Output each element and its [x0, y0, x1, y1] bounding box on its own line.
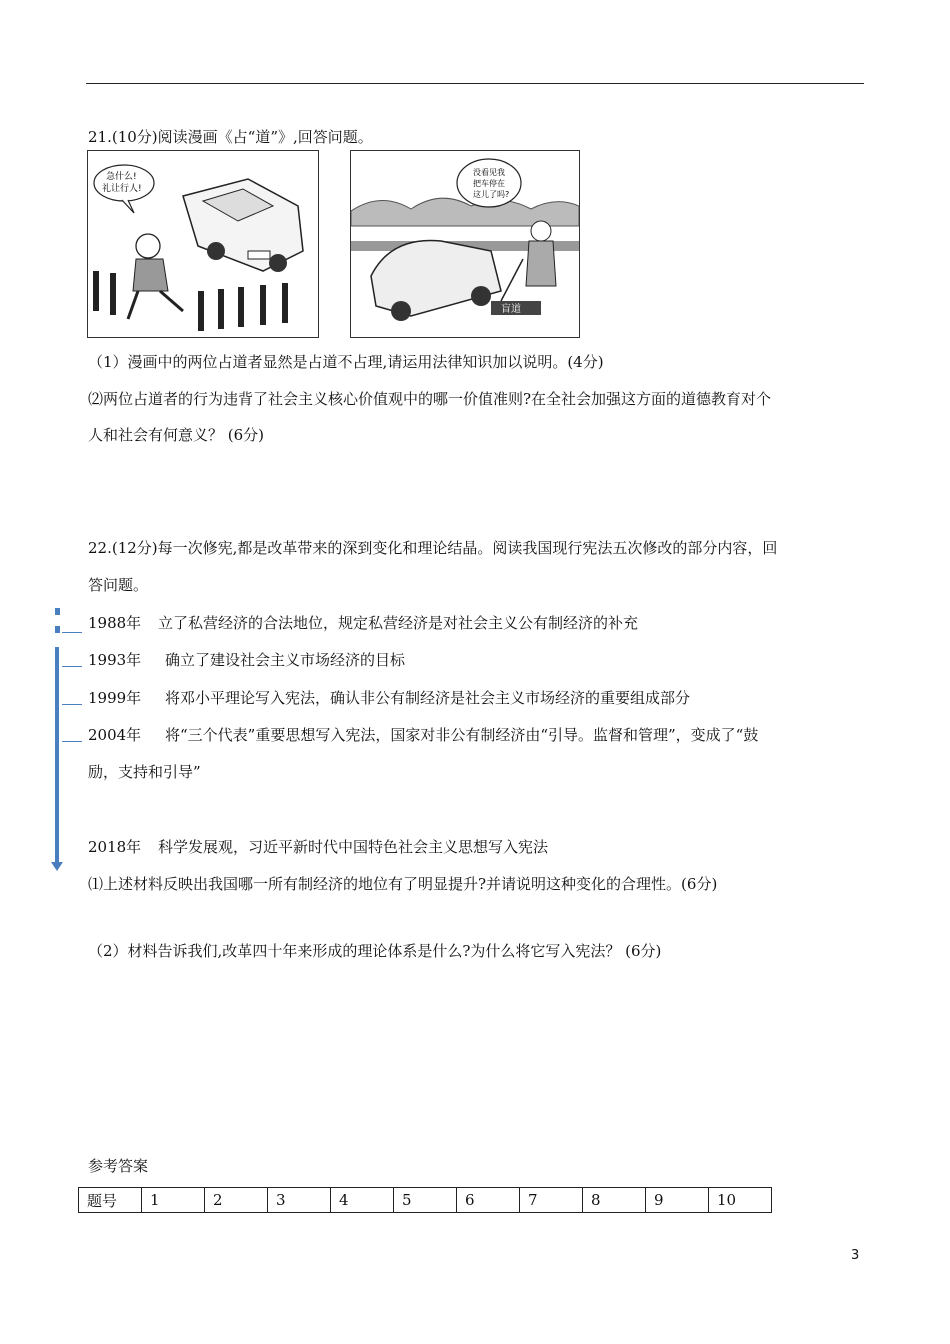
timeline-tick	[62, 704, 82, 705]
q22-sub1: ⑴上述材料反映出我国哪一所有制经济的地位有了明显提升?并请说明这种变化的合理性。(6分)	[88, 875, 718, 893]
q21-sub1: （1）漫画中的两位占道者显然是占道不占理,请运用法律知识加以说明。(4分)	[88, 353, 604, 371]
page-number: 3	[851, 1248, 860, 1263]
timeline-marker	[55, 626, 60, 633]
table-cell: 2	[205, 1188, 268, 1213]
table-cell: 8	[583, 1188, 646, 1213]
cartoon-right	[350, 150, 580, 338]
table-cell: 10	[709, 1188, 772, 1213]
timeline-year: 2004年	[88, 726, 142, 744]
table-cell: 5	[394, 1188, 457, 1213]
blind-road-sign: 盲道	[501, 304, 521, 315]
timeline-tick	[62, 741, 82, 742]
timeline-text-cont: 励，支持和引导”	[88, 763, 201, 781]
q21-sub2-line2: 人和社会有何意义？ (6分)	[88, 426, 265, 444]
bubble-right-line2: 把车停在	[473, 179, 505, 188]
bubble-left-line2: 礼让行人!	[102, 184, 142, 194]
answers-heading: 参考答案	[88, 1157, 149, 1175]
cartoon-left-drawing	[88, 151, 318, 337]
timeline-text: 立了私营经济的合法地位，规定私营经济是对社会主义公有制经济的补充	[158, 614, 639, 632]
timeline-year: 1988年	[88, 614, 142, 632]
timeline-tick	[62, 666, 82, 667]
timeline-text: 科学发展观，习近平新时代中国特色社会主义思想写入宪法	[158, 838, 549, 856]
table-cell: 3	[268, 1188, 331, 1213]
table-cell: 4	[331, 1188, 394, 1213]
timeline-marker	[55, 608, 60, 615]
timeline-year: 1993年	[88, 651, 142, 669]
bubble-right-line3: 这儿了吗?	[473, 190, 510, 199]
timeline-text: 确立了建设社会主义市场经济的目标	[165, 651, 406, 669]
q22-sub2: （2）材料告诉我们,改革四十年来形成的理论体系是什么?为什么将它写入宪法？ (6分)	[88, 942, 662, 960]
bubble-right-line1: 没看见我	[473, 168, 505, 177]
timeline-arrow-icon	[51, 862, 63, 871]
header-rule	[86, 83, 864, 84]
table-header-cell: 题号	[79, 1188, 142, 1213]
q22-title-line2: 答问题。	[88, 576, 149, 594]
timeline-tick	[62, 632, 82, 633]
table-cell: 1	[142, 1188, 205, 1213]
cartoon-left	[87, 150, 319, 338]
timeline-text: 将邓小平理论写入宪法，确认非公有制经济是社会主义市场经济的重要组成部分	[165, 689, 691, 707]
bubble-left-line1: 急什么!	[106, 172, 137, 182]
table-cell: 9	[646, 1188, 709, 1213]
timeline-bar	[55, 647, 59, 863]
timeline-text: 将“三个代表”重要思想写入宪法，国家对非公有制经济由“引导。监督和管理”，变成了“鼓	[165, 726, 759, 744]
q21-sub2-line1: ⑵两位占道者的行为违背了社会主义核心价值观中的哪一价值准则?在全社会加强这方面的道德教育对个	[88, 390, 772, 408]
q21-title: 21.(10分)阅读漫画《占“道”》,回答问题。	[88, 128, 373, 146]
answer-table	[78, 1187, 772, 1213]
table-row	[79, 1188, 772, 1213]
timeline-year: 1999年	[88, 689, 142, 707]
q22-title-line1: 22.(12分)每一次修宪,都是改革带来的深到变化和理论结晶。阅读我国现行宪法五次修改的部分内容，回	[88, 539, 778, 557]
table-cell: 7	[520, 1188, 583, 1213]
table-cell: 6	[457, 1188, 520, 1213]
cartoon-right-drawing	[351, 151, 579, 337]
timeline-year: 2018年	[88, 838, 142, 856]
